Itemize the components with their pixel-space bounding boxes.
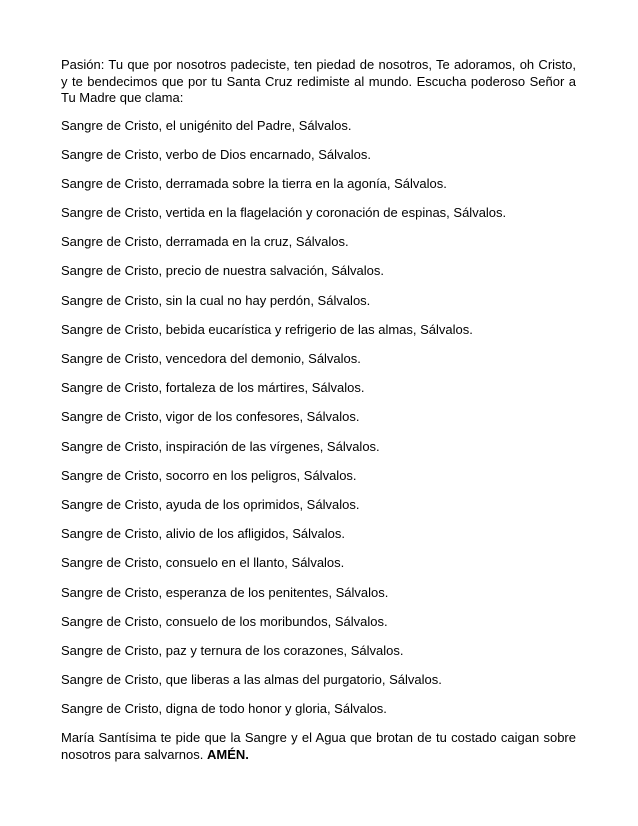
invocation-line: Sangre de Cristo, sin la cual no hay perdón, Sálvalos. [61,292,371,308]
invocation-line: Sangre de Cristo, socorro en los peligros, Sálvalos. [61,467,357,483]
invocation-line: Sangre de Cristo, alivio de los afligidos, Sálvalos. [61,526,345,542]
invocation-line: Sangre de Cristo, ayuda de los oprimidos, Sálvalos. [61,496,360,512]
closing-paragraph [61,730,576,763]
document-page [61,57,576,763]
closing-text: María Santísima te pide que la Sangre y el Agua que brotan de tu costado caigan sobre nosotros para salvarnos. [61,730,576,762]
invocation-line: Sangre de Cristo, vertida en la flagelación y coronación de espinas, Sálvalos. [61,205,507,221]
intro-paragraph: Pasión: Tu que por nosotros padeciste, ten piedad de nosotros, Te adoramos, oh Cristo, y te bendecimos que por tu Santa Cruz redimiste al mundo. Escucha poderoso Señor a Tu Madre que clama: [61,57,576,105]
invocation-line: Sangre de Cristo, vencedora del demonio, Sálvalos. [61,351,361,366]
invocation-line: Sangre de Cristo, fortaleza de los mártires, Sálvalos. [61,380,365,396]
invocation-line: Sangre de Cristo, vigor de los confesores, Sálvalos. [61,409,360,425]
invocation-line: Sangre de Cristo, esperanza de los penitentes, Sálvalos. [61,584,389,600]
invocation-line: Sangre de Cristo, inspiración de las vírgenes, Sálvalos. [61,438,380,454]
invocation-line: Sangre de Cristo, consuelo de los moribundos, Sálvalos. [61,613,388,629]
invocation-line: Sangre de Cristo, paz y ternura de los corazones, Sálvalos. [61,642,404,658]
amen-text: AMÉN. [206,746,249,762]
invocation-line: Sangre de Cristo, consuelo en el llanto, Sálvalos. [61,555,345,571]
invocation-line: Sangre de Cristo, derramada en la cruz, Sálvalos. [61,234,349,250]
invocation-line: Sangre de Cristo, que liberas a las almas del purgatorio, Sálvalos. [61,672,442,688]
invocation-line: Sangre de Cristo, derramada sobre la tierra en la agonía, Sálvalos. [61,175,447,191]
invocation-line: Sangre de Cristo, el unigénito del Padre, Sálvalos. [61,117,352,133]
invocation-line: Sangre de Cristo, verbo de Dios encarnado, Sálvalos. [61,146,372,162]
invocation-line: Sangre de Cristo, precio de nuestra salvación, Sálvalos. [61,263,385,279]
invocation-line: Sangre de Cristo, bebida eucarística y refrigerio de las almas, Sálvalos. [61,321,473,337]
invocation-line: Sangre de Cristo, digna de todo honor y gloria, Sálvalos. [61,701,387,717]
